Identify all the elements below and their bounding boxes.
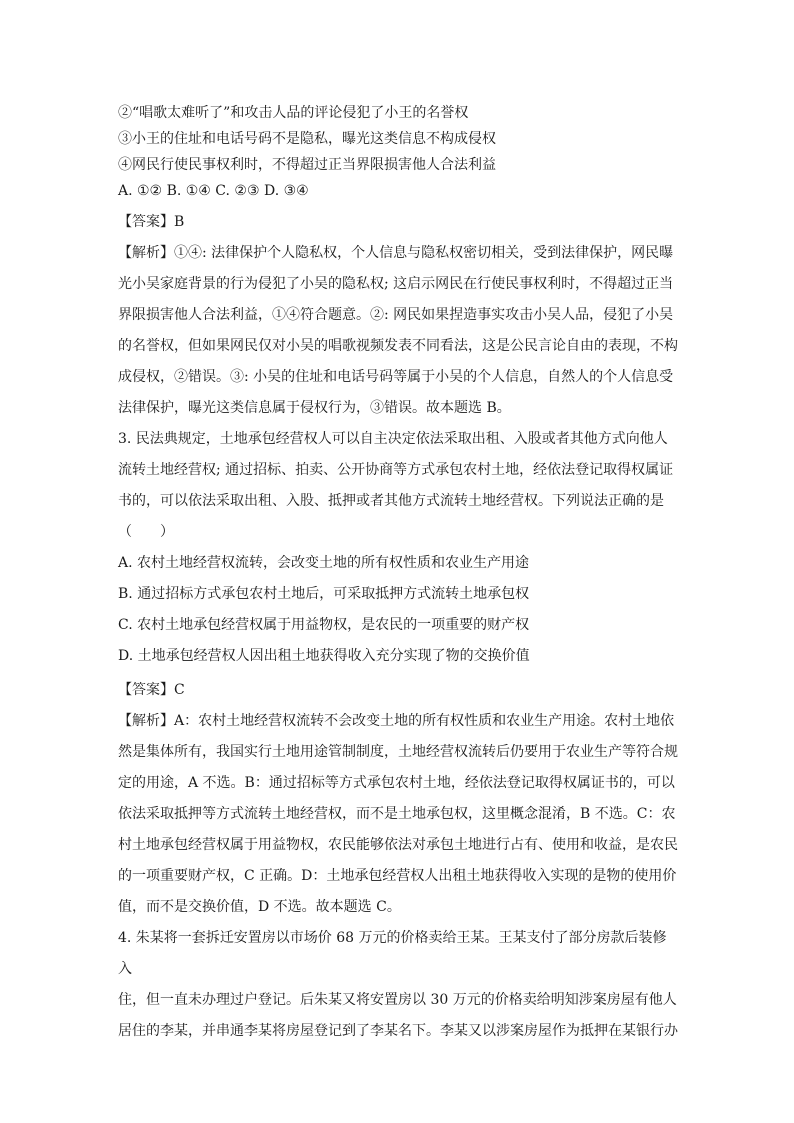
q2-option-4: ④网民行使民事权利时，不得超过正当界限损害他人合法利益 [118, 157, 496, 173]
q2-analysis-line: 成侵权，②错误。③: 小吴的住址和电话号码等属于小吴的个人信息，自然人的个人信息受 [118, 369, 674, 385]
q4-stem-line: 住，但一直未办理过户登记。后朱某又将安置房以 30 万元的价格卖给明知涉案房屋有他人 [118, 992, 677, 1008]
q3-analysis [118, 706, 678, 923]
q3-stem [118, 424, 678, 548]
q4-stem-line: 居住的李某，并串通李某将房屋登记到了李某名下。李某又以涉案房屋作为抵押在某银行办 [118, 1023, 678, 1039]
q3-analysis-line: 定的用途，A 不选。B：通过招标等方式承包农村土地，经依法登记取得权属证书的，可以 [118, 775, 675, 791]
q4-stem-line: 4. 朱某将一套拆迁安置房以市场价 68 万元的价格卖给王某。王某支付了部分房款后装修入 [118, 930, 667, 977]
q2-option-3: ③小王的住址和电话号码不是隐私，曝光这类信息不构成侵权 [118, 131, 496, 147]
q2-analysis [118, 238, 678, 424]
q3-option-a: A. 农村土地经营权流转，会改变土地的所有权性质和农业生产用途 [118, 555, 530, 571]
q3-analysis-line: 的一项重要财产权，C 正确。D：土地承包经营权人出租土地获得收入实现的是物的使用价 [118, 868, 677, 884]
q4-stem [118, 923, 678, 1047]
q2-analysis-line: 的名誉权，但如果网民仅对小吴的唱歌视频发表不同看法，这是公民言论自由的表现，不构 [118, 338, 678, 354]
q3-option-d: D. 土地承包经营权人因出租土地获得收入充分实现了物的交换价值 [118, 648, 530, 664]
q3-analysis-line: 然是集体所有，我国实行土地用途管制制度，土地经营权流转后仍要用于农业生产等符合规 [118, 744, 678, 760]
q2-choices: A. ①② B. ①④ C. ②③ D. ③④ [118, 183, 309, 199]
q3-stem-line: 3. 民法典规定，土地承包经营权人可以自主决定依法采取出租、入股或者其他方式向他人 [118, 431, 668, 447]
q2-answer: 【答案】B [118, 214, 185, 230]
q3-stem-line: 流转土地经营权; 通过招标、拍卖、公开协商等方式承包农村土地，经依法登记取得权属证 [118, 462, 674, 478]
q3-analysis-line: 【解析】A：农村土地经营权流转不会改变土地的所有权性质和农业生产用途。农村土地依 [118, 713, 675, 729]
q2-analysis-line: 光小吴家庭背景的行为侵犯了小吴的隐私权; 这启示网民在行使民事权利时，不得超过正当 [118, 276, 674, 292]
q3-analysis-line: 值，而不是交换价值，D 不选。故本题选 C。 [118, 899, 401, 915]
q3-option-b: B. 通过招标方式承包农村土地后，可采取抵押方式流转土地承包权 [118, 586, 530, 602]
q2-option-2: ②“唱歌太难听了”和攻击人品的评论侵犯了小王的名誉权 [118, 105, 469, 121]
q3-analysis-line: 依法采取抵押等方式流转土地经营权，而不是土地承包权，这里概念混淆，B 不选。C：农 [118, 806, 676, 822]
q3-analysis-line: 村土地承包经营权属于用益物权，农民能够依法对承包土地进行占有、使用和收益，是农民 [118, 837, 678, 853]
q3-stem-blank: （ ） [118, 524, 174, 540]
q3-stem-line: 书的，可以依法采取出租、入股、抵押或者其他方式流转土地经营权。下列说法正确的是 [118, 493, 664, 509]
q3-option-c: C. 农村土地承包经营权属于用益物权，是农民的一项重要的财产权 [118, 617, 530, 633]
q3-answer: 【答案】C [118, 682, 185, 698]
q2-analysis-line: 界限损害他人合法利益，①④符合题意。②: 网民如果捏造事实攻击小吴人品，侵犯了小吴 [118, 307, 674, 323]
document-content [118, 100, 678, 1047]
q2-analysis-line: 法律保护，曝光这类信息属于侵权行为，③错误。故本题选 B。 [118, 400, 511, 416]
q2-analysis-line: 【解析】①④: 法律保护个人隐私权，个人信息与隐私权密切相关，受到法律保护，网民曝 [118, 245, 674, 261]
